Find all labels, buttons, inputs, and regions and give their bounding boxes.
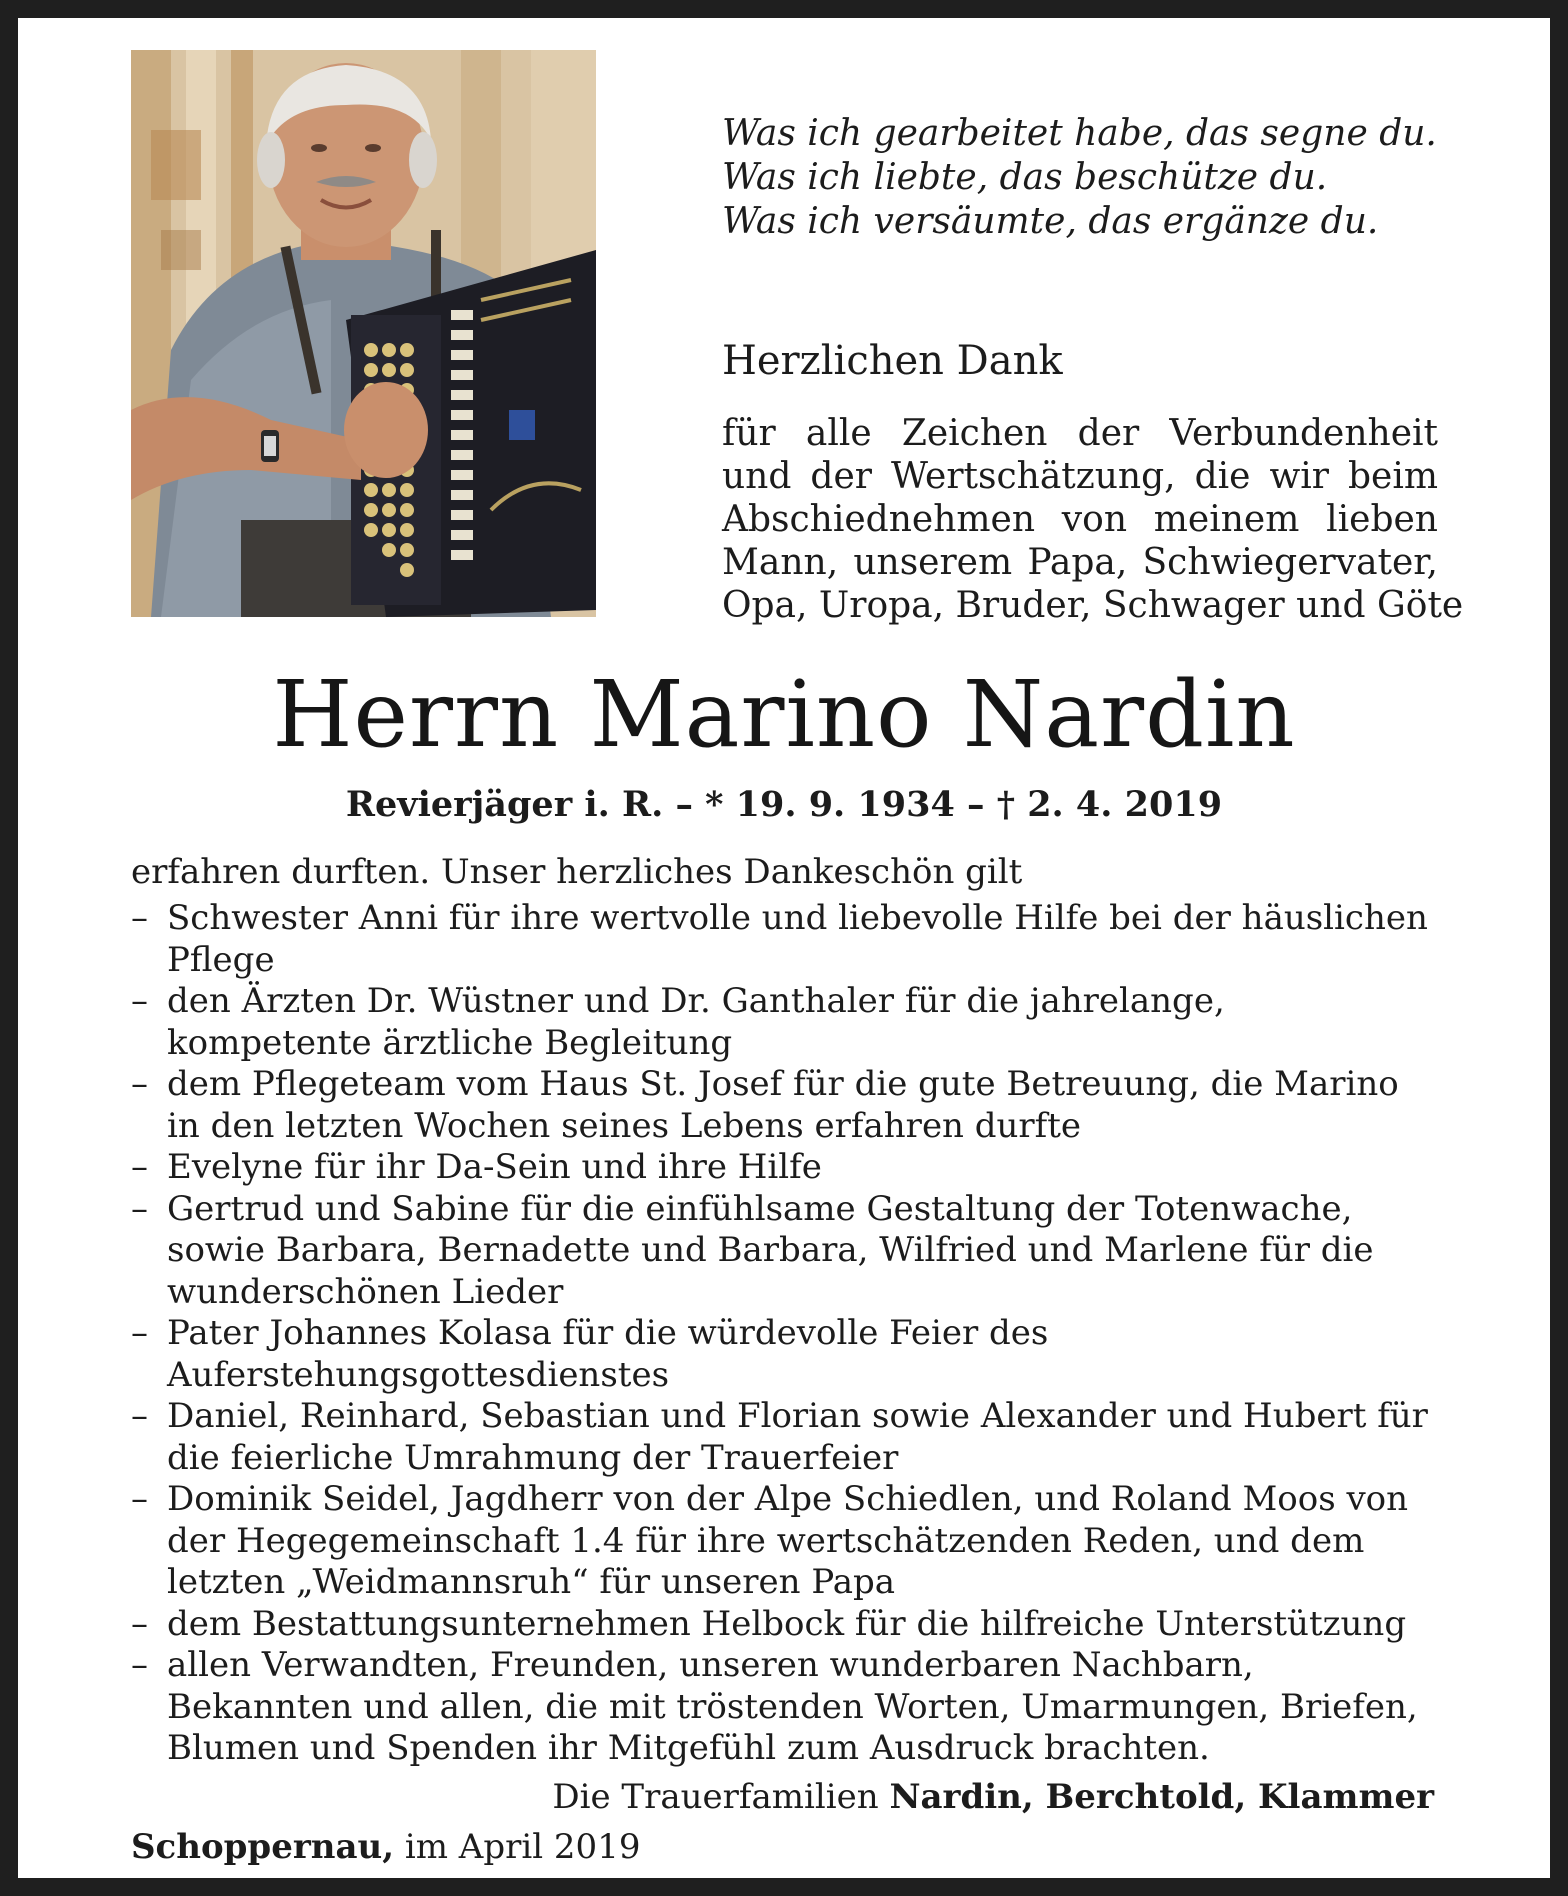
intro-line: für alle Zeichen der Verbundenheit bbox=[722, 413, 1438, 454]
verse bbox=[722, 112, 1437, 244]
intro-line: Abschiednehmen von meinem lieben bbox=[722, 499, 1438, 540]
body-lead: erfahren durften. Unser herzliches Dankeschön gilt bbox=[131, 852, 1023, 892]
list-item: – Daniel, Reinhard, Sebastian und Florian sowie Alexander und Hubert für die feierliche Umrahmung der Trauerfeier bbox=[131, 1396, 1437, 1479]
deceased-name: Herrn Marino Nardin bbox=[272, 661, 1296, 768]
list-item: – Evelyne für ihr Da-Sein und ihre Hilfe bbox=[131, 1147, 1437, 1189]
thanks-title: Herzlichen Dank bbox=[722, 338, 1063, 384]
list-item: – allen Verwandten, Freunden, unseren wunderbaren Nachbarn, Bekannten und allen, die mit tröstenden Worten, Umarmungen, Briefen, Blumen und Spenden ihr Mitgefühl zum Ausdruck brachten. bbox=[131, 1645, 1437, 1770]
verse-line: Was ich versäumte, das ergänze du. bbox=[722, 201, 1379, 242]
list-item: – Gertrud und Sabine für die einfühlsame Gestaltung der Totenwache, sowie Barbara, Bernadette und Barbara, Wilfried und Marlene für die wunderschönen Lieder bbox=[131, 1189, 1437, 1314]
title-and-dates: Revierjäger i. R. – * 19. 9. 1934 – † 2. 4. 2019 bbox=[345, 784, 1223, 825]
list-item: – Pater Johannes Kolasa für die würdevolle Feier des Auferstehungsgottesdienstes bbox=[131, 1313, 1437, 1396]
list-item: – den Ärzten Dr. Wüstner und Dr. Ganthaler für die jahrelange, kompetente ärztliche Begleitung bbox=[131, 981, 1437, 1064]
place-date: im April 2019 bbox=[404, 1827, 641, 1867]
portrait-photo bbox=[131, 50, 596, 617]
families-names: Nardin, Berchtold, Klammer bbox=[889, 1777, 1434, 1817]
list-item: – Dominik Seidel, Jagdherr von der Alpe Schiedlen, und Roland Moos von der Hegegemeinschaft 1.4 für ihre wertschätzenden Reden, und dem letzten „Weidmannsruh“ für unseren Papa bbox=[131, 1479, 1437, 1604]
families-prefix: Die Trauerfamilien bbox=[552, 1777, 879, 1817]
intro-line: Mann, unserem Papa, Schwiegervater, bbox=[722, 542, 1438, 583]
list-item: – Schwester Anni für ihre wertvolle und liebevolle Hilfe bei der häuslichen Pflege bbox=[131, 898, 1437, 981]
verse-line: Was ich gearbeitet habe, das segne du. bbox=[722, 113, 1437, 154]
intro-line: und der Wertschätzung, die wir beim bbox=[722, 456, 1438, 497]
intro-line: Opa, Uropa, Bruder, Schwager und Göte bbox=[722, 585, 1464, 626]
signature-families bbox=[552, 1775, 1434, 1819]
place-town: Schoppernau, bbox=[131, 1827, 395, 1867]
thanks-list bbox=[131, 898, 1437, 1770]
verse-line: Was ich liebte, das beschütze du. bbox=[722, 157, 1328, 198]
place-and-date bbox=[131, 1825, 640, 1869]
list-item: – dem Pflegeteam vom Haus St. Josef für die gute Betreuung, die Marino in den letzten Wochen seines Lebens erfahren durfte bbox=[131, 1064, 1437, 1147]
list-item: – dem Bestattungsunternehmen Helbock für die hilfreiche Unterstützung bbox=[131, 1604, 1437, 1646]
intro-paragraph bbox=[722, 412, 1464, 627]
